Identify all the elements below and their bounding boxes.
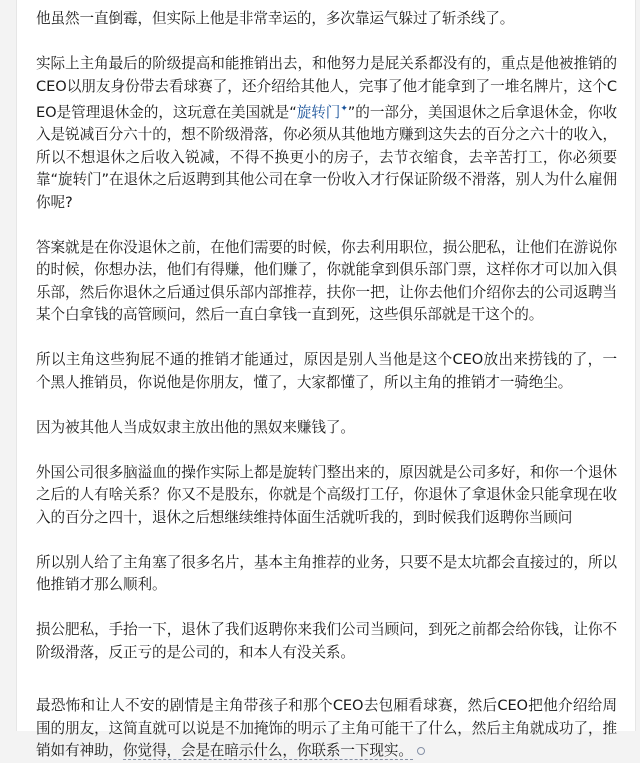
revolving-door-link-text[interactable]: 旋转门 <box>296 103 341 121</box>
sparkle-icon: ✦ <box>340 104 348 114</box>
revolving-door-link[interactable] <box>297 104 348 121</box>
end-circle-icon <box>417 747 425 755</box>
paragraph-8: 损公肥私，手抬一下，退休了我们返聘你来我们公司当顾问，到死之前都会给你钱，让你不阶级滑落，反正亏的是公司的，和本人有没关系。 <box>36 621 617 661</box>
paragraph-5: 因为被其他人当成奴隶主放出他的黑奴来赚钱了。 <box>36 418 355 436</box>
paragraph-9-main: 最恐怖和让人不安的剧情是主角带孩子和那个CEO去包厢看球赛，然后CEO把他介绍给周围的朋友，这简直就可以说是不加掩饰的明示了主角可能干了什么，然后主角就成功了，推销如有神助， <box>36 697 617 760</box>
article-body <box>16 0 636 760</box>
paragraph-1: 他虽然一直倒霉，但实际上他是非常幸运的，多次靠运气躲过了斩杀线了。 <box>36 10 515 27</box>
paragraph-6: 外国公司很多脑溢血的操作实际上都是旋转门整出来的，原因就是公司多好，和你一个退休之后的人有啥关系？你又不是股东，你就是个高级打工仔，你退休了拿退休金只能拿现在收入的百分之四十，退休之后想继续维持体面生活就听我的，到时候我们返聘你当顾问 <box>36 463 617 526</box>
scrollbar-track[interactable] <box>636 0 640 731</box>
paragraph-7: 所以别人给了主角塞了很多名片，基本主角推荐的业务，只要不是太坑都会直接过的，所以他推销才那么顺利。 <box>36 553 617 594</box>
paragraph-9 <box>36 695 617 763</box>
paragraph-3: 答案就是在你没退休之前，在他们需要的时候，你去利用职位，损公肥私，让他们在游说你的时候，你想办法，他们有得赚，他们赚了，你就能拿到俱乐部门票，这样你才可以加入俱乐部，然后你退休之后通过俱乐部内部推荐，扶你一把，让你去他们介绍你去的公司返聘当某个白拿钱的高管顾问，然后一直白拿钱一直到死，这些俱乐部就是干这个的。 <box>36 238 617 324</box>
paragraph-2-text-after: ”的一部分，美国退休之后拿退休金，你收入是锐减百分六十的，想不阶级滑落，你必须从其他地方赚到这失去的百分之六十的收入，所以不想退休之后收入锐减，不得不换更小的房子，去节衣缩食，去辛苦打工，你必须要靠“旋转门”在退休之后返聘到其他公司在拿一份收入才行保证阶级不滑落，别人为什么雇佣你呢? <box>36 103 617 211</box>
paragraph-4: 所以主角这些狗屁不通的推销才能通过，原因是别人当他是这个CEO放出来捞钱的了，一个黑人推销员，你说他是你朋友，懂了，大家都懂了，所以主角的推销才一骑绝尘。 <box>36 351 617 391</box>
paragraph-2-text-before: 实际上主角最后的阶级提高和能推销出去，和他努力是屁关系都没有的，重点是他被推销的CEO以朋友身份带去看球赛了，还介绍给其他人，完事了他才能拿到了一堆名牌片，这个CEO是管理退休金的，这玩意在美国就是“ <box>36 55 617 121</box>
paragraph-2 <box>36 53 617 214</box>
paragraph-9-underlined: 你觉得，会是在暗示什么，你联系一下现实。 <box>122 742 413 760</box>
